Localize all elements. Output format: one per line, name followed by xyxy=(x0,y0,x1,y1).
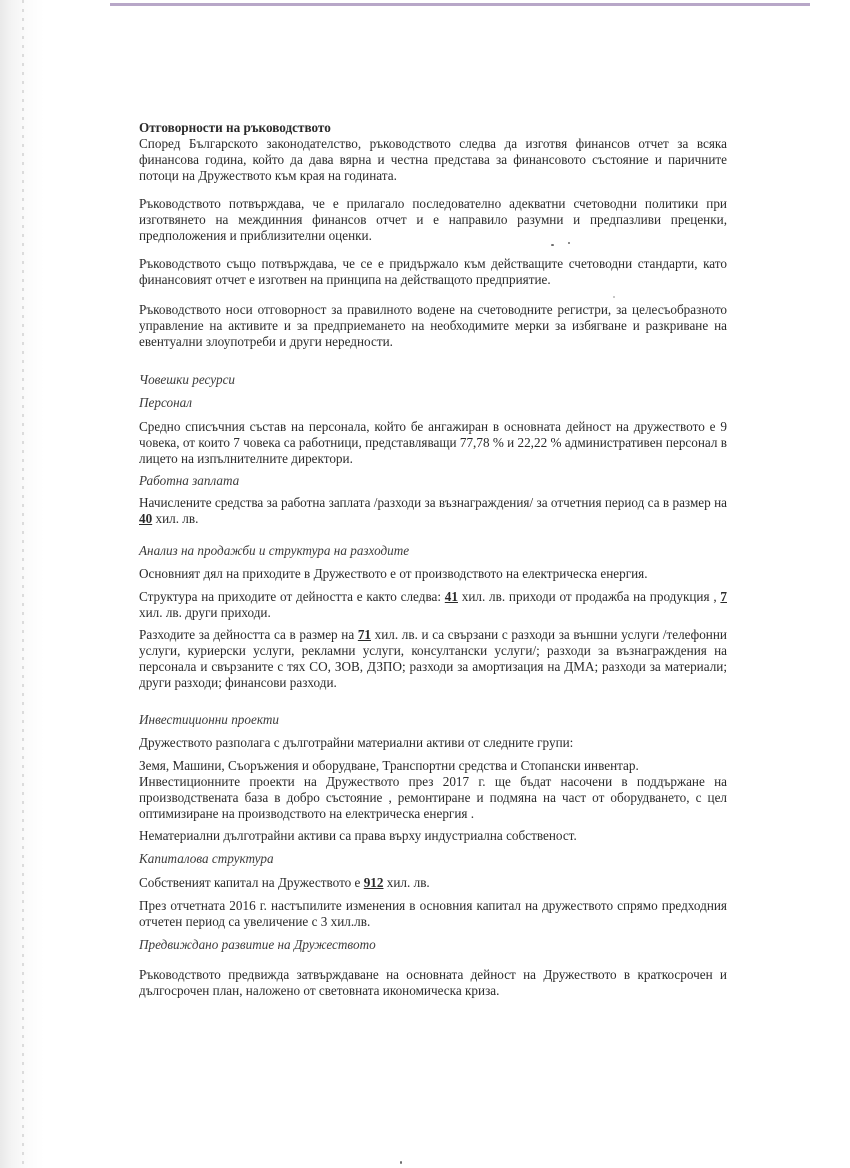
revenue-other-value: 7 xyxy=(720,589,727,604)
sales-paragraph-1: Основният дял на приходите в Дружеството е от производството на електрическа енергия. xyxy=(139,566,648,581)
equity-unit: хил. лв. xyxy=(383,875,430,890)
management-title: Отговорности на ръководството xyxy=(139,120,331,135)
personnel-heading: Персонал xyxy=(139,395,192,410)
investment-paragraph-2: Земя, Машини, Съоръжения и оборудване, Транспортни средства и Стопански инвентар. xyxy=(139,758,639,773)
salary-paragraph xyxy=(139,495,727,527)
scan-speck xyxy=(551,244,554,246)
expenses-text-end: хил. лв. и са свързани с разходи за външни услуги /телефонни услуги, куриерски услуги, рекламни услуги, консултански услуги/; разходи за възнаграждения на персонала и свързаните с тях СО, ЗОВ, ДЗПО; разходи за амортизация на ДМА; разходи за материали; други разходи; финансови разходи. xyxy=(139,627,727,690)
outlook-heading: Предвиждано развитие на Дружеството xyxy=(139,937,376,952)
capital-heading: Капиталова структура xyxy=(139,851,274,866)
revenue-text: Структура на приходите от дейността е както следва: xyxy=(139,589,445,604)
sales-heading: Анализ на продажби и структура на разходите xyxy=(139,543,410,558)
equity-value: 912 xyxy=(363,875,384,890)
outlook-paragraph: Ръководството предвижда затвърждаване на основната дейност на Дружеството в краткосрочен и дългосрочен план, наложено от световната икономическа криза. xyxy=(139,967,727,998)
revenue-text-end: хил. лв. други приходи. xyxy=(139,605,271,620)
salary-value: 40 xyxy=(139,511,153,526)
salary-heading: Работна заплата xyxy=(139,473,240,488)
management-paragraph-4: Ръководството носи отговорност за правилното водене на счетоводните регистри, за целесъобразното управление на активите и за предприемането на необходимите мерки за избягване и разкриване на евентуални злоупотреби и други нередности. xyxy=(139,302,727,349)
salary-text: Начислените средства за работна заплата /разходи за възнаграждения/ за отчетния период са в размер на xyxy=(139,495,727,510)
scan-speck xyxy=(568,242,570,244)
scan-edge-shadow xyxy=(0,0,44,1168)
management-paragraph-1: Според Българското законодателство, ръководството следва да изготвя финансов отчет за всяка финансова година, който да дава вярна и честна представа за финансовото състояние и паричните потоци на Дружеството към края на годината. xyxy=(139,136,727,183)
revenue-text-mid: хил. лв. приходи от продажба на продукция , xyxy=(457,589,721,604)
personnel-paragraph: Средно списъчния състав на персонала, който бе ангажиран в основната дейност на дружеството е 9 човека, от които 7 човека са работници, представляващи 77,78 % и 22,22 % административен персонал в лицето на изпълнителните директори. xyxy=(139,419,727,466)
management-paragraph-2: Ръководството потвърждава, че е прилагало последователно адекватни счетоводни политики при изготвянето на междинния финансов отчет и е направило разумни и предпазливи преценки, предположения и приблизителни оценки. xyxy=(139,196,727,243)
management-paragraph-3: Ръководството също потвърждава, че се е придържало към действащите счетоводни стандарти, като финансовият отчет е изготвен на принципа на действащото предприятие. xyxy=(139,256,727,287)
equity-text: Собственият капитал на Дружеството е xyxy=(139,875,364,890)
revenue-paragraph xyxy=(139,589,727,621)
expenses-text: Разходите за дейността са в размер на xyxy=(139,627,358,642)
expenses-value: 71 xyxy=(357,627,372,642)
scan-speck xyxy=(400,1161,402,1164)
scan-speck xyxy=(613,296,615,298)
salary-unit: хил. лв. xyxy=(152,511,199,526)
equity-paragraph xyxy=(139,875,727,891)
scan-top-line xyxy=(110,3,810,6)
investment-heading: Инвестиционни проекти xyxy=(139,712,279,727)
investment-paragraph-1: Дружеството разполага с дълготрайни материални активи от следните групи: xyxy=(139,735,574,750)
revenue-sales-value: 41 xyxy=(444,589,458,604)
investment-paragraph-3: Инвестиционните проекти на Дружеството през 2017 г. ще бъдат насочени в поддържане на производствената база в добро състояние , ремонтиране и подмяна на част от оборудването, с цел оптимизиране на производството на електрическа енергия . xyxy=(139,774,727,821)
investment-paragraph-4: Нематериални дълготрайни активи са права върху индустриална собственост. xyxy=(139,828,577,843)
capital-paragraph-2: През отчетната 2016 г. настъпилите изменения в основния капитал на дружеството спрямо предходния отчетен период са увеличение с 3 хил.лв. xyxy=(139,898,727,929)
hr-heading: Човешки ресурси xyxy=(139,372,236,387)
expenses-paragraph xyxy=(139,627,727,691)
